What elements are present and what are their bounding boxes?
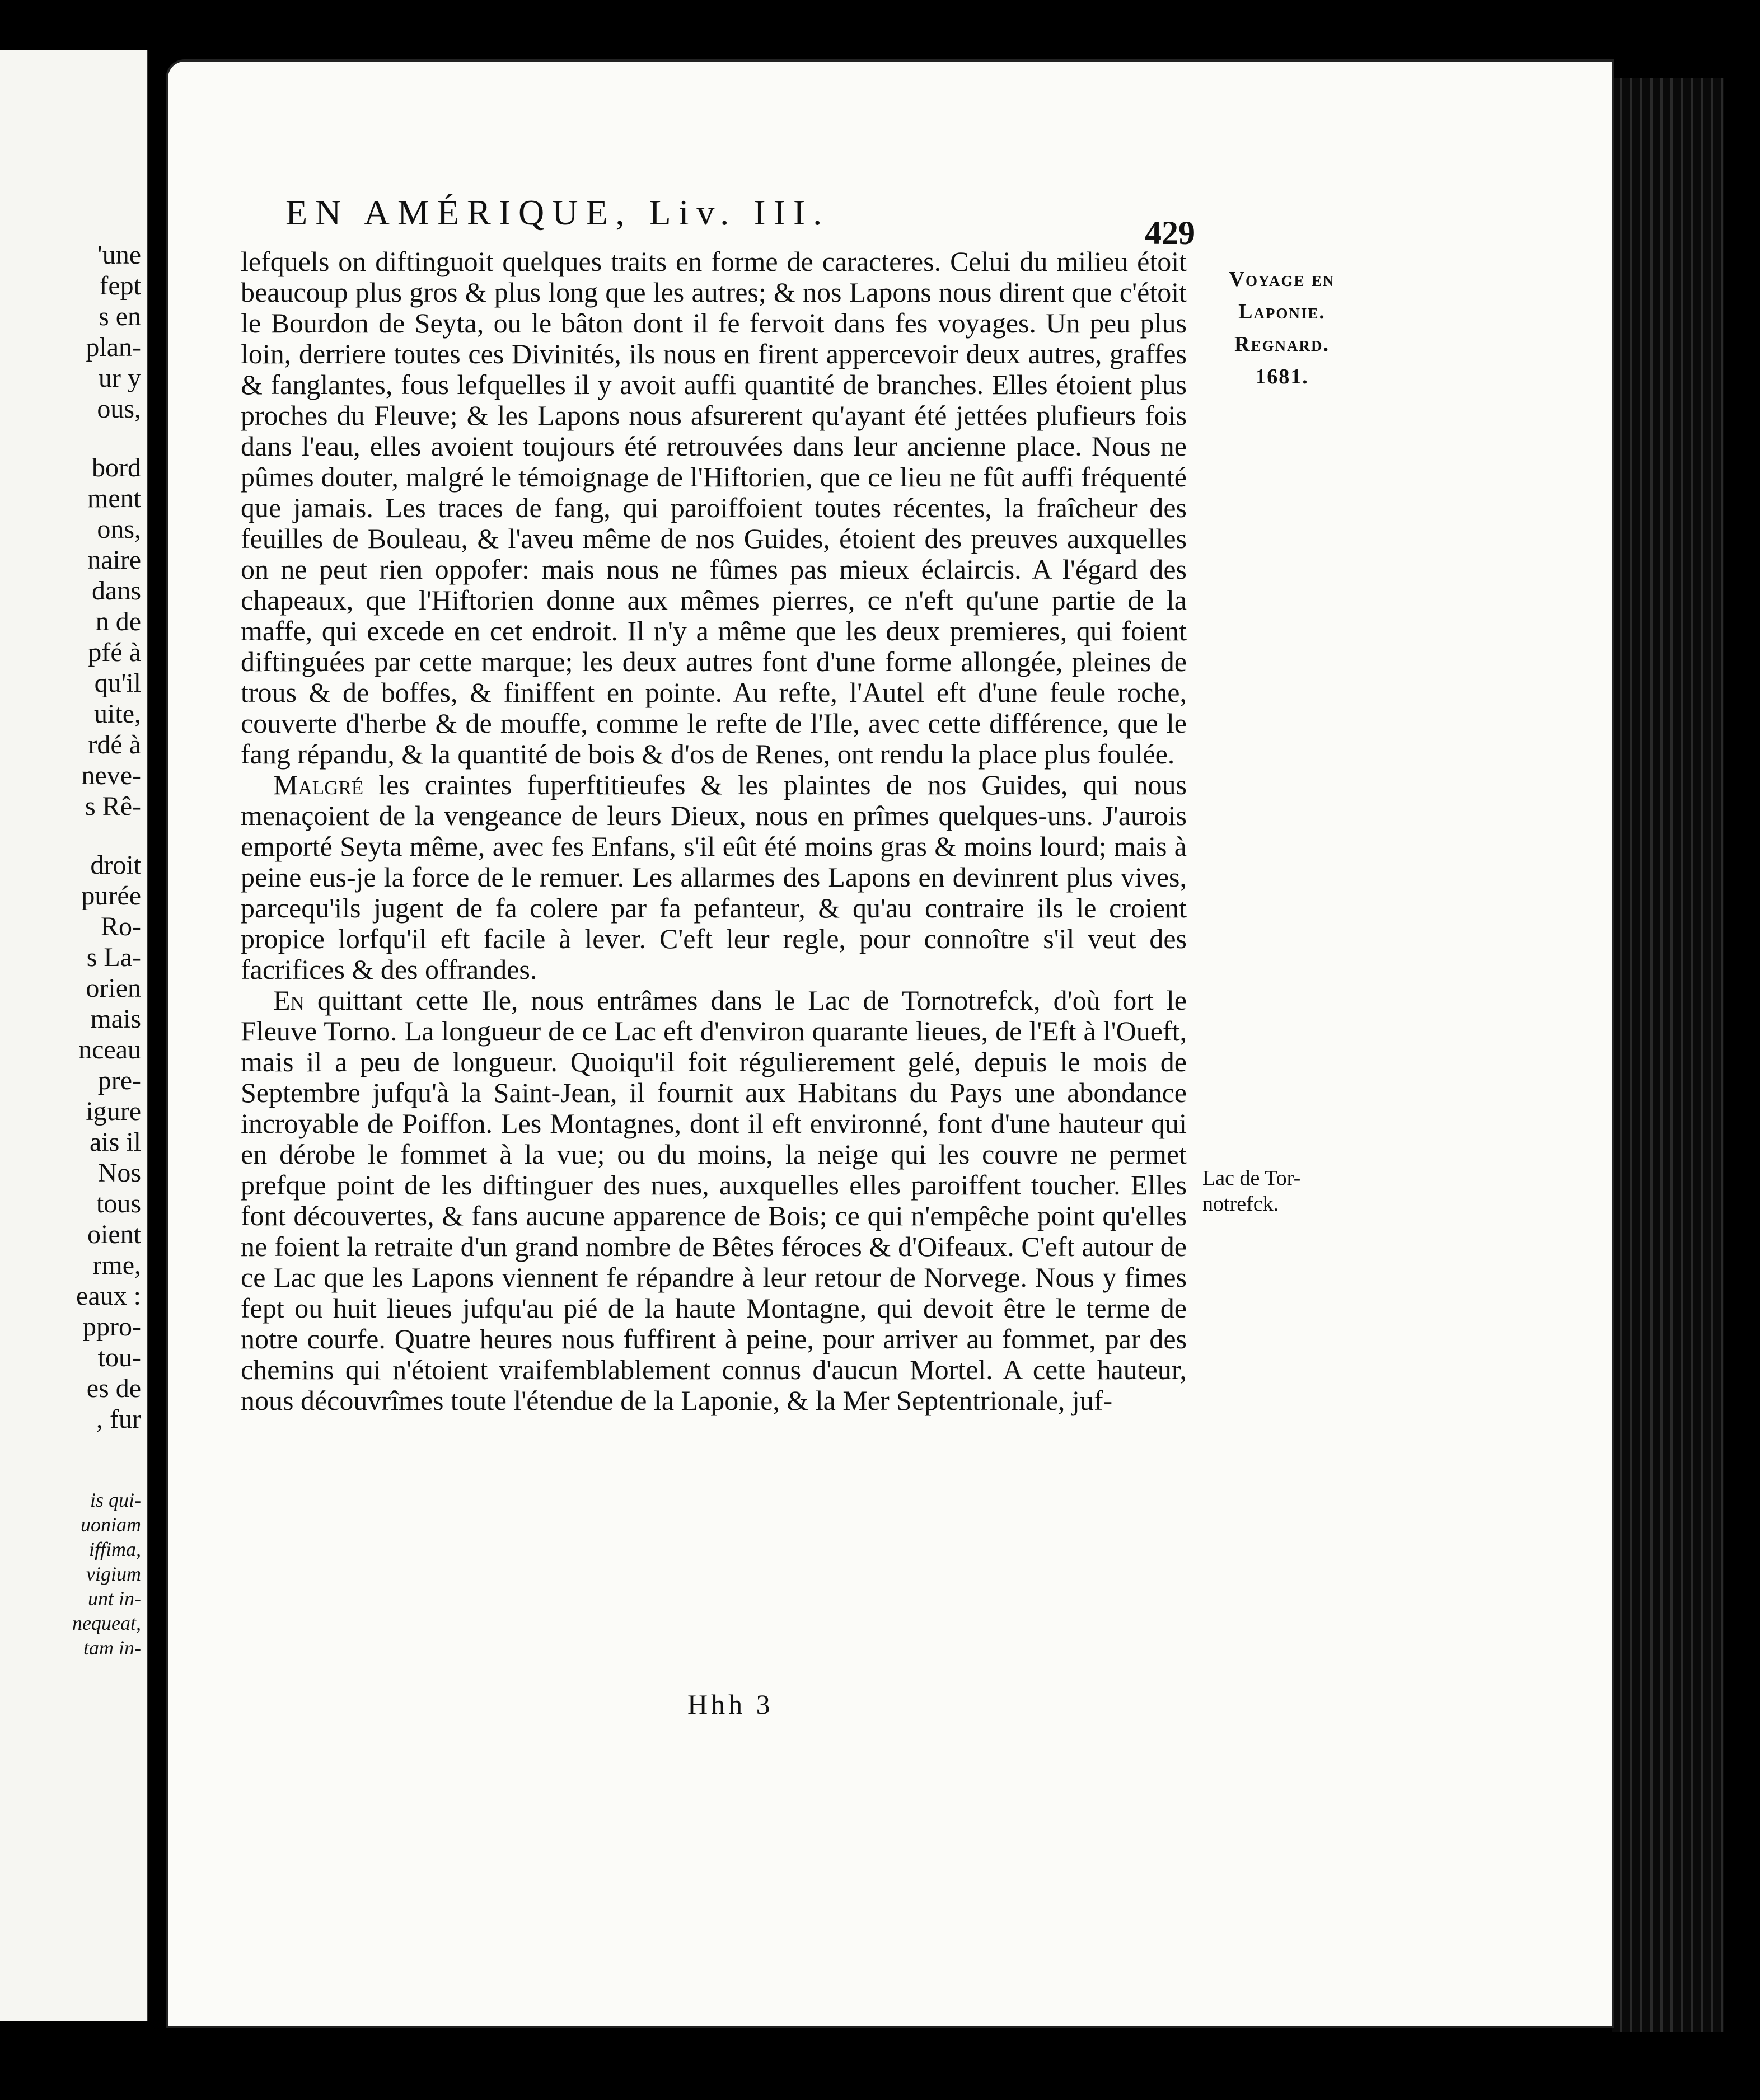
left-page-line: mais xyxy=(90,1004,141,1034)
left-page-line: rdé à xyxy=(88,730,141,760)
paragraph-text: les craintes fuperftitieufes & les plaintes de nos Guides, qui nous menaçoient de la vengeance de leurs Dieux, nous en prîmes quelques-uns. J'aurois emporté Seyta même, avec fes Enfans, s'il eût été moins gras & moins lourd; mais à peine eus-je la force de le remuer. Les allarmes des Lapons en devinrent plus vives, parcequ'ils jugent de fa colere par fa pefanteur, & qu'au contraire ils le croient propice lorfqu'il eft facile à lever. C'eft leur regle, pour connoître s'il veut des facrifices & des offrandes. xyxy=(241,769,1187,985)
left-page-note-line: tam in- xyxy=(83,1637,141,1659)
signature-mark: Hhh 3 xyxy=(687,1689,774,1720)
left-page-line: s Rê- xyxy=(85,791,141,821)
running-head xyxy=(285,192,1198,242)
left-page-line: uite, xyxy=(94,699,141,729)
paragraph-altar: lefquels on diftinguoit quelques traits en forme de caracteres. Celui du milieu étoit beaucoup plus gros & plus long que les autres; & nos Lapons nous dirent que c'étoit le Bourdon de Seyta, ou le bâton dont il fe fervoit dans fes voyages. Un peu plus loin, derriere toutes ces Divinités, ils nous en firent appercevoir deux autres, graffes & fanglantes, fous lefquelles il y avoit auffi quantité de branches. Elles étoient plus proches du Fleuve; & les Lapons nous afsurerent qu'ayant été jettées plufieurs fois dans l'eau, elles avoient toujours été retrouvées dans leur ancienne place. Nous ne pûmes douter, malgré le témoignage de l'Hiftorien, que ce lieu ne fût auffi fréquenté que jamais. Les traces de fang, qui paroiffoient toutes récentes, la fraîcheur des feuilles de Bouleau, & l'aveu même de nos Guides, étoient des preuves auxquelles on ne peut rien oppofer: mais nous ne fûmes pas mieux éclaircis. A l'égard des chapeaux, que l'Hiftorien donne aux mêmes pierres, ce n'eft qu'une partie de la maffe, qui excede en cet endroit. Il n'y a même que les deux premieres, qui foient diftinguées par cette marque; les deux autres font d'une forme allongée, pleines de trous & de boffes, & finiffent en pointe. Au refte, l'Autel eft d'une feule roche, couverte d'herbe & de mouffe, comme le refte de l'Ile, avec cette différence, que le fang répandu, & la quantité de bois & d'os de Renes, ont rendu la place plus foulée. xyxy=(241,246,1187,770)
left-page-line: bord xyxy=(92,453,141,482)
left-page-line: neve- xyxy=(81,761,141,790)
left-page-line: fept xyxy=(99,271,141,301)
paragraph-malgre xyxy=(241,770,1187,985)
left-page-line: nceau xyxy=(78,1035,141,1065)
left-page-line: ment xyxy=(87,484,141,513)
left-page-line: ur y xyxy=(99,363,141,393)
margin-note-line: notrefck. xyxy=(1202,1192,1279,1216)
left-page-line: purée xyxy=(81,881,141,911)
left-page-line: naire xyxy=(87,545,141,575)
margin-note-line: Voyage en xyxy=(1229,268,1335,291)
left-page-line: igure xyxy=(86,1096,141,1126)
margin-note-line: Laponie. xyxy=(1238,300,1326,324)
paragraph-text: quittant cette Ile, nous entrâmes dans le Lac de Tornotrefck, d'où fort le Fleuve Torno. La longueur de ce Lac eft d'environ quarante lieues, de l'Eft à l'Oueft, mais il a peu de longueur. Quoiqu'il foit régulierement gelé, depuis le mois de Septembre jufqu'à la Saint-Jean, il fournit aux Habitans du Pays une abondance incroyable de Poiffon. Les Montagnes, dont il eft environné, font d'une hauteur qui en dérobe le fommet à la vue; ou du moins, la neige qui les couvre ne permet prefque point de les diftinguer des nues, auxquelles elles paroiffent toucher. Elles font découvertes, & fans aucune apparence de Bois; ce qui n'empêche point qu'elles ne foient la retraite d'un grand nombre de Bêtes féroces & d'Oifeaux. C'eft autour de ce Lac que les Lapons viennent fe répandre à leur retour de Norvege. Nous y fimes fept ou huit lieues jufqu'au pié de la haute Montagne, qui devoit être le terme de notre courfe. Quatre heures nous fuffirent à peine, pour arriver au fommet, par des chemins qui n'étoient vraifemblablement connus d'aucun Mortel. A cette hauteur, nous découvrîmes toute l'étendue de la Laponie, & la Mer Septentrionale, juf- xyxy=(241,985,1187,1416)
left-page-line: rme, xyxy=(92,1250,141,1280)
left-page-line: s La- xyxy=(86,943,141,972)
left-page-line: tous xyxy=(96,1189,141,1218)
left-page-line: 'une xyxy=(97,240,141,270)
left-facing-page xyxy=(0,50,148,2021)
left-page-line: dans xyxy=(92,576,141,606)
paragraph-lead-word: En xyxy=(273,985,305,1016)
left-page-line: s en xyxy=(99,302,141,331)
body-text xyxy=(241,246,1187,1416)
left-page-line: n de xyxy=(95,607,141,636)
paragraph-lead-word: Malgré xyxy=(273,769,364,800)
margin-note-line: Regnard. xyxy=(1234,332,1330,356)
left-page-line: ais il xyxy=(90,1127,141,1157)
left-page-line: pfé à xyxy=(88,638,141,667)
left-page-line: droit xyxy=(90,850,141,880)
page-number: 429 xyxy=(1145,214,1195,251)
left-page-note-line: is qui- xyxy=(90,1489,141,1511)
paragraph-lac xyxy=(241,985,1187,1416)
left-page-line: eaux : xyxy=(76,1281,141,1311)
left-page-note-line: uoniam xyxy=(81,1513,141,1536)
left-page-note-line: vigium xyxy=(86,1563,141,1585)
left-page-line: , fur xyxy=(96,1404,141,1434)
margin-note-voyage xyxy=(1206,263,1358,393)
left-page-note-line: nequeat, xyxy=(72,1612,141,1634)
left-page-line: plan- xyxy=(86,332,141,362)
left-page-note-line: iffima, xyxy=(88,1538,141,1560)
left-page-line: ons, xyxy=(97,514,141,544)
book-edge xyxy=(1612,78,1724,2032)
left-page-line: qu'il xyxy=(94,668,141,698)
left-page-line: es de xyxy=(86,1374,141,1403)
left-page-line: Nos xyxy=(97,1158,141,1188)
left-page-line: oient xyxy=(87,1220,141,1249)
left-page-line: tou- xyxy=(97,1343,141,1372)
left-page-note-line: unt in- xyxy=(88,1587,141,1610)
left-page-line: ous, xyxy=(97,394,141,424)
running-head-title: EN AMÉRIQUE, Liv. III. xyxy=(285,193,830,232)
margin-note-line: Lac de Tor- xyxy=(1202,1166,1301,1190)
left-page-line: pre- xyxy=(97,1066,141,1095)
margin-note-lac xyxy=(1202,1165,1348,1217)
left-page-line: orien xyxy=(86,973,141,1003)
left-page-line: ppro- xyxy=(83,1312,141,1342)
margin-note-line: 1681. xyxy=(1255,365,1309,388)
left-page-line: Ro- xyxy=(101,912,141,941)
